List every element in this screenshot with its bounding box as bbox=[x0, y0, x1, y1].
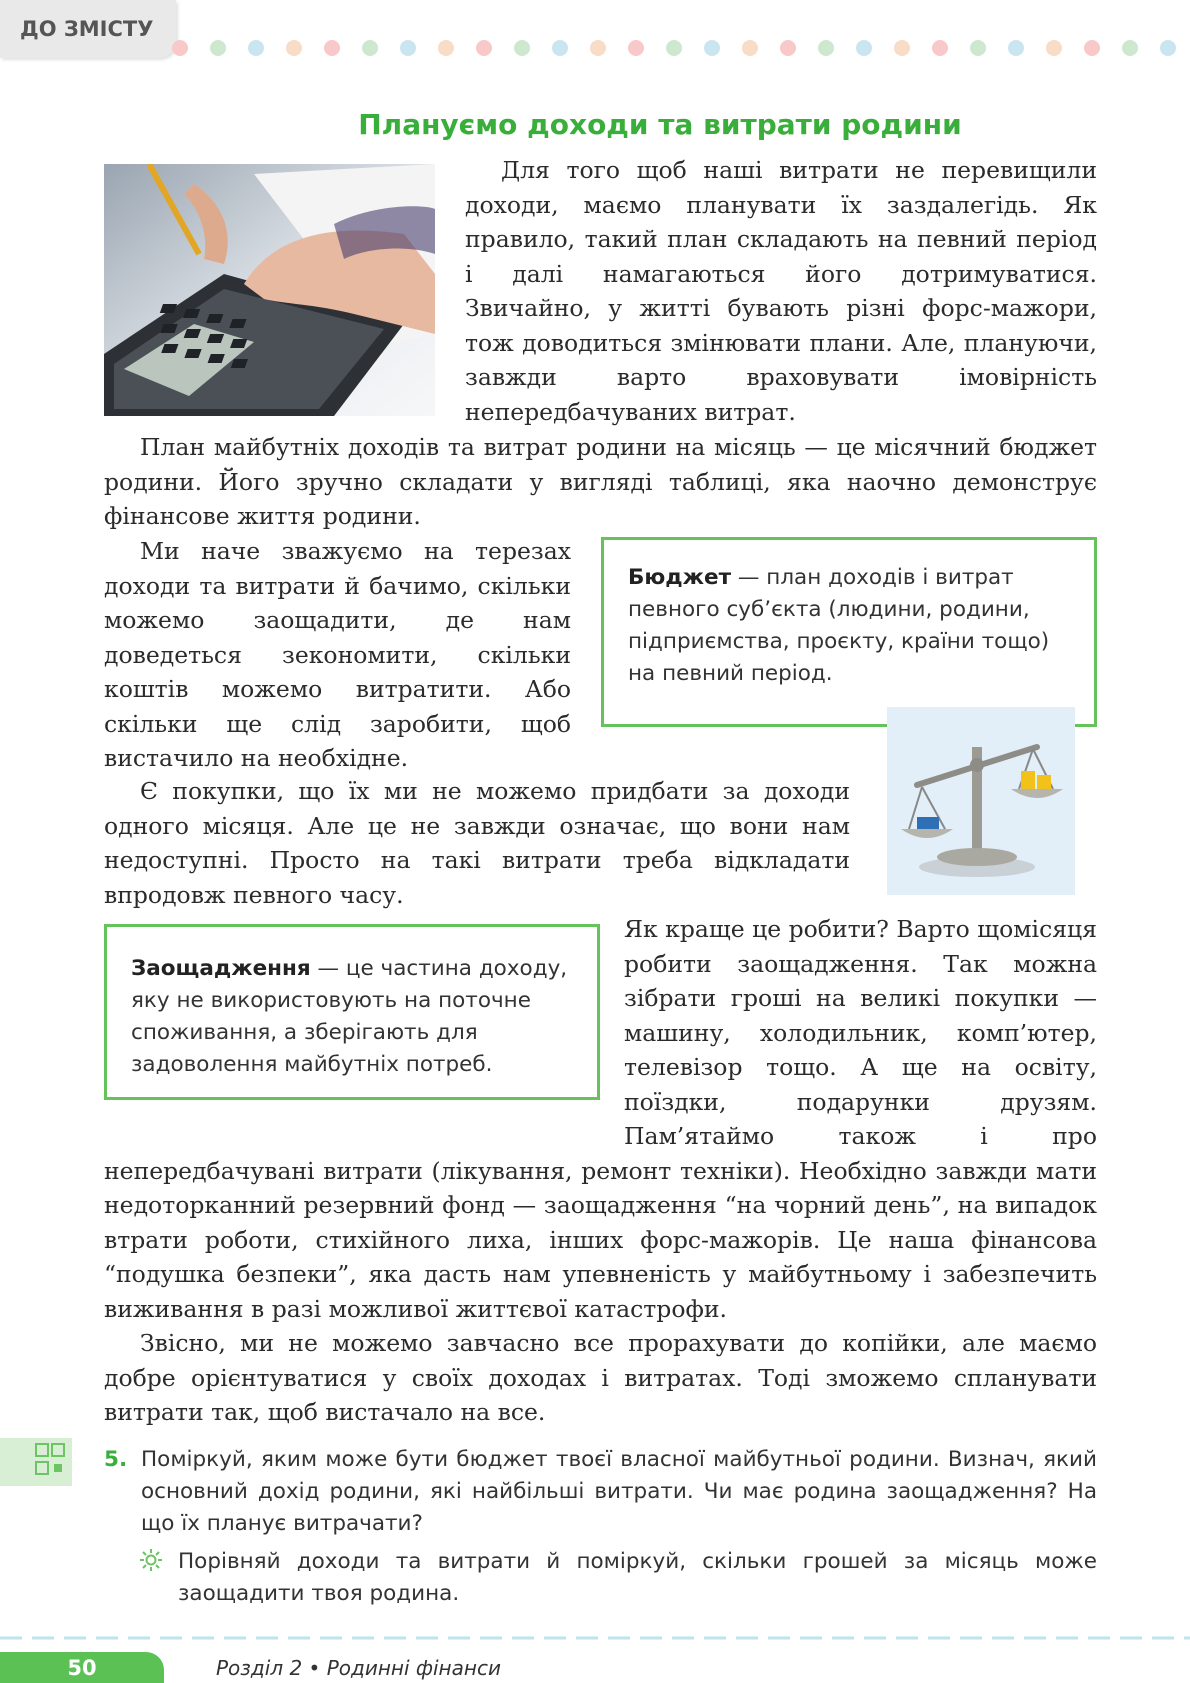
decorative-dot bbox=[552, 40, 568, 56]
budget-definition-box bbox=[601, 537, 1097, 727]
calculator-photo bbox=[104, 164, 435, 416]
paragraph-conclusion: Звісно, ми не можемо завчасно все прорахувати до копійки, але маємо добре орієнтуватися у своїх доходах і витратах. Тоді зможемо спланувати витрати так, щоб вистачало на все. bbox=[104, 1329, 1097, 1426]
decorative-dot bbox=[704, 40, 720, 56]
task-text: Поміркуй, яким може бути бюджет твоєї власної майбутньої родини. Визнач, який основний дохід родини, які найбільші витрати. Чи має родина заощадження? На що їх планує витрачати? bbox=[141, 1447, 1097, 1536]
decorative-dot bbox=[590, 40, 606, 56]
decorative-dot bbox=[970, 40, 986, 56]
paragraph-intro: Для того щоб наші витрати не перевищили доходи, маємо планувати їх заздалегідь. Як правило, такий план складають на певний період і далі намагаються його дотримуватися. Звичайно, у житті бувають різні форс-мажори, тож доводиться змінювати плани. Але, плануючи, завжди варто враховувати імовірність непередбачуваних витрат. bbox=[465, 156, 1097, 426]
decorative-dot bbox=[324, 40, 340, 56]
footer-divider bbox=[0, 1636, 1190, 1640]
budget-term: Бюджет bbox=[628, 565, 732, 590]
decorative-dot bbox=[894, 40, 910, 56]
decorative-dots bbox=[172, 40, 1182, 56]
budget-definition-text: — план доходів і витрат певного суб’єкта (людини, родини, підприємства, проєкту, країни тощо) на певний період. bbox=[628, 565, 1050, 686]
footer-section: Розділ 2 • Родинні фінанси bbox=[216, 1656, 501, 1680]
decorative-dot bbox=[172, 40, 188, 56]
decorative-dot bbox=[628, 40, 644, 56]
decorative-dot bbox=[780, 40, 796, 56]
decorative-dot bbox=[438, 40, 454, 56]
paragraph-savings: Як краще це робити? Варто щомісяця робити заощадження. Так можна зібрати гроші на великі покупки — машину, холодильник, комп’ютер, телевізор тощо. А ще на освіту, поїздки, подарунки друзям. Пам’ятаймо також і про непередбачувані витрати (лікування, ремонт техніки). Необхідно завжди мати недоторканний резервний фонд — заощадження “на чорний день”, на випадок втрати роботи, стихійного лиха, інших форс-мажорів. Це наша фінансова “подушка безпеки”, яка дасть нам упевненість у майбутньому і забезпечить виживання в разі можливої життєвої катастрофи. bbox=[104, 915, 1097, 1323]
activity-icon bbox=[0, 1438, 72, 1486]
decorative-dot bbox=[856, 40, 872, 56]
decorative-dot bbox=[1122, 40, 1138, 56]
decorative-dot bbox=[742, 40, 758, 56]
page-number: 50 bbox=[0, 1652, 164, 1683]
decorative-dot bbox=[248, 40, 264, 56]
decorative-dot bbox=[476, 40, 492, 56]
decorative-dot bbox=[1008, 40, 1024, 56]
decorative-dot bbox=[286, 40, 302, 56]
decorative-dot bbox=[1046, 40, 1062, 56]
task-subtask-text: Порівняй доходи та витрати й поміркуй, скільки грошей за місяць може заощадити твоя родина. bbox=[178, 1549, 1097, 1606]
paragraph-budget: План майбутніх доходів та витрат родини на місяць — це місячний бюджет родини. Його зручно складати у вигляді таблиці, яка наочно демонструє фінансове життя родини. bbox=[104, 433, 1097, 530]
paragraph-scales: Ми наче зважуємо на терезах доходи та витрати й бачимо, скільки можемо заощадити, де нам доведеться зекономити, скільки коштів можемо витратити. Або скільки ще слід заробити, щоб вистачило на необхідне. bbox=[104, 537, 571, 772]
scales-illustration bbox=[887, 707, 1075, 895]
savings-term: Заощадження bbox=[131, 956, 311, 981]
decorative-dot bbox=[362, 40, 378, 56]
savings-definition-text: — це частина доходу, яку не використовують на поточне споживання, а зберігають для задоволення майбутніх потреб. bbox=[131, 956, 568, 1077]
section-title: Плануємо доходи та витрати родини bbox=[358, 108, 962, 141]
sun-icon bbox=[139, 1548, 163, 1572]
decorative-dot bbox=[818, 40, 834, 56]
task-number: 5. bbox=[104, 1447, 128, 1472]
toc-link[interactable]: ДО ЗМІСТУ bbox=[0, 0, 176, 58]
decorative-dot bbox=[666, 40, 682, 56]
decorative-dot bbox=[210, 40, 226, 56]
paragraph-purchases: Є покупки, що їх ми не можемо придбати за доходи одного місяця. Але це не завжди означає, що вони нам недоступні. Просто на такі витрати треба відкладати впродовж певного часу. bbox=[104, 777, 850, 909]
decorative-dot bbox=[1084, 40, 1100, 56]
decorative-dot bbox=[514, 40, 530, 56]
decorative-dot bbox=[400, 40, 416, 56]
decorative-dot bbox=[1160, 40, 1176, 56]
decorative-dot bbox=[932, 40, 948, 56]
